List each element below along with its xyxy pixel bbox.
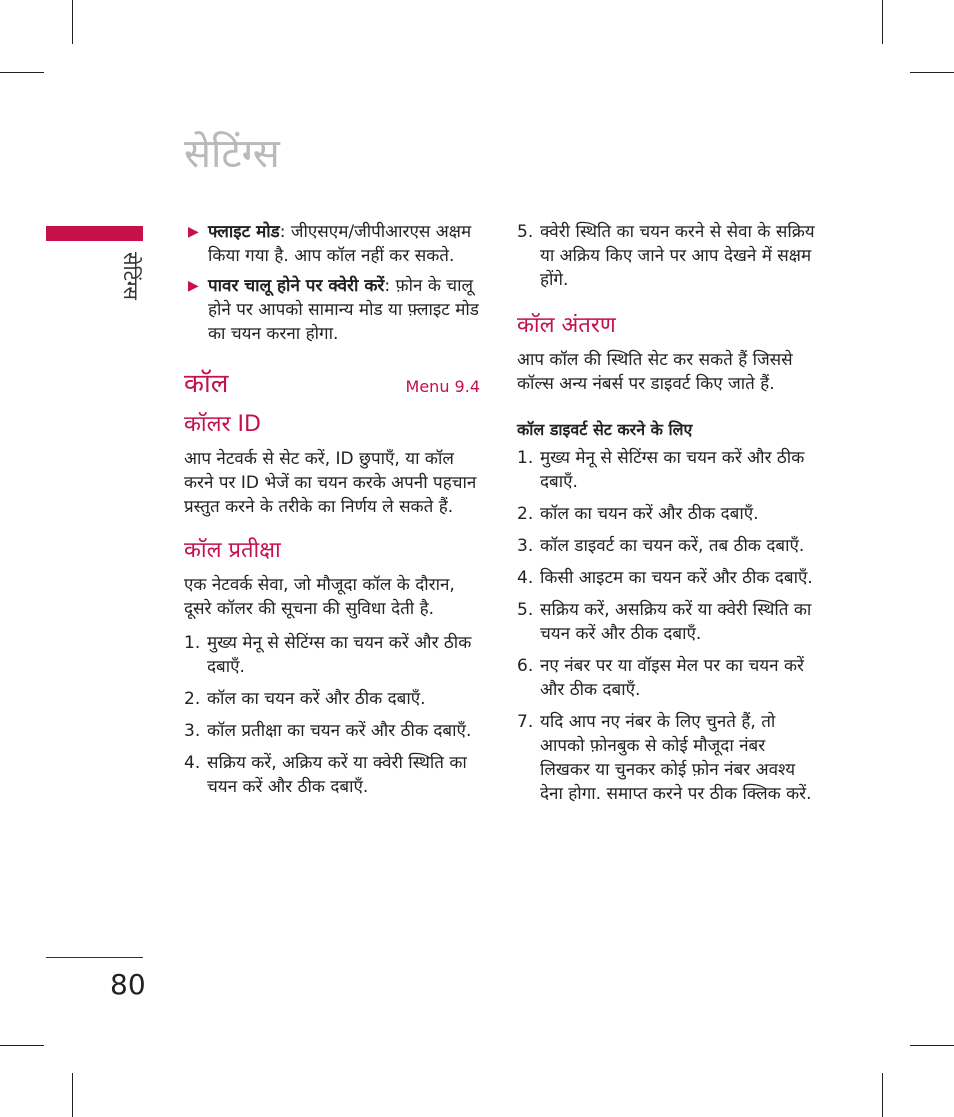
step-number: 2. — [517, 504, 534, 524]
crop-mark — [910, 1045, 954, 1046]
call-divert-subheading: कॉल डाइवर्ट सेट करने के लिए — [517, 420, 693, 439]
list-item — [517, 710, 817, 806]
call-waiting-steps — [184, 631, 480, 799]
step-number: 5. — [517, 222, 534, 242]
crop-mark — [72, 1073, 73, 1117]
side-tab — [105, 252, 145, 322]
list-item — [517, 566, 817, 590]
step-text: सक्रिय करें, अक्रिय करें या क्वेरी स्थिति का चयन करें और ठीक दबाएँ. — [207, 753, 467, 797]
subsection-title-call-waiting: कॉल प्रतीक्षा — [184, 538, 281, 563]
list-item — [184, 751, 480, 799]
bullet-item — [184, 220, 480, 268]
step-number: 7. — [517, 712, 534, 732]
step-number: 3. — [517, 536, 534, 556]
crop-mark — [72, 0, 73, 44]
bullet-term: फ्लाइट मोड — [208, 222, 280, 242]
list-item — [517, 654, 817, 702]
step-number: 1. — [517, 448, 534, 468]
step-text: कॉल डाइवर्ट का चयन करें, तब ठीक दबाएँ. — [540, 536, 805, 556]
call-waiting-text: एक नेटवर्क सेवा, जो मौजूदा कॉल के दौरान, दूसरे कॉलर की सूचना की सुविधा देती है. — [184, 575, 455, 619]
step-number: 6. — [517, 656, 534, 676]
section-color-bar — [46, 226, 143, 241]
triangle-right-icon: ▶ — [188, 278, 199, 294]
step-text: क्वेरी स्थिति का चयन करने से सेवा के सक्रिय या अक्रिय किए जाने पर आप देखने में सक्षम होंगे. — [540, 222, 815, 290]
call-divert-steps — [517, 446, 817, 806]
step-text: कॉल का चयन करें और ठीक दबाएँ. — [540, 504, 759, 524]
crop-mark — [882, 0, 883, 44]
step-number: 3. — [184, 721, 201, 741]
subsection-title-caller-id: कॉलर ID — [184, 412, 261, 437]
triangle-right-icon: ▶ — [188, 224, 199, 240]
list-item — [517, 502, 817, 526]
list-item — [184, 631, 480, 679]
crop-mark — [882, 1073, 883, 1117]
page-number-rule — [46, 957, 143, 958]
step-text: मुख्य मेनू से सेटिंग्स का चयन करें और ठीक दबाएँ. — [540, 448, 805, 492]
step-number: 1. — [184, 633, 201, 653]
left-column — [184, 220, 480, 807]
step-number: 4. — [184, 753, 201, 773]
step-text: मुख्य मेनू से सेटिंग्स का चयन करें और ठीक दबाएँ. — [207, 633, 472, 677]
step-text: कॉल का चयन करें और ठीक दबाएँ. — [207, 689, 426, 709]
crop-mark — [910, 72, 954, 73]
step-text: नए नंबर पर या वॉइस मेल पर का चयन करें और ठीक दबाएँ. — [540, 656, 804, 700]
call-divert-text: आप कॉल की स्थिति सेट कर सकते हैं जिससे कॉल्स अन्य नंबर्स पर डाइवर्ट किए जाते हैं. — [517, 350, 793, 394]
step-text: यदि आप नए नंबर के लिए चुनते हैं, तो आपको फ़ोनबुक से कोई मौजूदा नंबर लिखकर या चुनकर कोई फ़ोन नंबर अवश्य देना होगा. समाप्त करने पर ठीक क्लिक करें. — [540, 712, 812, 804]
page-title: सेटिंग्स — [184, 131, 280, 177]
step-number: 5. — [517, 600, 534, 620]
step-text: सक्रिय करें, असक्रिय करें या क्वेरी स्थिति का चयन करें और ठीक दबाएँ. — [540, 600, 812, 644]
list-item — [184, 719, 480, 743]
step-text: कॉल प्रतीक्षा का चयन करें और ठीक दबाएँ. — [207, 721, 472, 741]
bullet-text: : फ़ोन के चालू होने पर आपको सामान्य मोड या फ़्लाइट मोड का चयन करना होगा. — [208, 276, 479, 344]
menu-number: Menu 9.4 — [405, 377, 480, 396]
right-column — [517, 220, 817, 814]
section-header — [184, 369, 480, 399]
crop-mark — [0, 1045, 44, 1046]
list-item — [184, 687, 480, 711]
list-item — [517, 446, 817, 494]
bullet-term: पावर चालू होने पर क्वेरी करें — [208, 276, 385, 296]
section-title: कॉल — [184, 369, 229, 399]
list-item — [517, 534, 817, 558]
list-item — [517, 598, 817, 646]
caller-id-text: आप नेटवर्क से सेट करें, ID छुपाएँ, या कॉल करने पर ID भेजें का चयन करके अपनी पहचान प्रस्तुत करने के तरीके का निर्णय ले सकते हैं. — [184, 449, 477, 517]
crop-mark — [0, 72, 44, 73]
side-tab-label: सेटिंग्स — [119, 252, 143, 300]
bullet-text: : जीएसएम/जीपीआरएस अक्षम किया गया है. आप कॉल नहीं कर सकते. — [208, 222, 472, 266]
list-item — [517, 220, 817, 292]
subsection-title-call-divert: कॉल अंतरण — [517, 313, 616, 338]
page-number: 80 — [110, 968, 146, 1001]
step-text: किसी आइटम का चयन करें और ठीक दबाएँ. — [540, 568, 813, 588]
step-number: 4. — [517, 568, 534, 588]
step-number: 2. — [184, 689, 201, 709]
continued-steps — [517, 220, 817, 292]
bullet-item — [184, 274, 480, 346]
